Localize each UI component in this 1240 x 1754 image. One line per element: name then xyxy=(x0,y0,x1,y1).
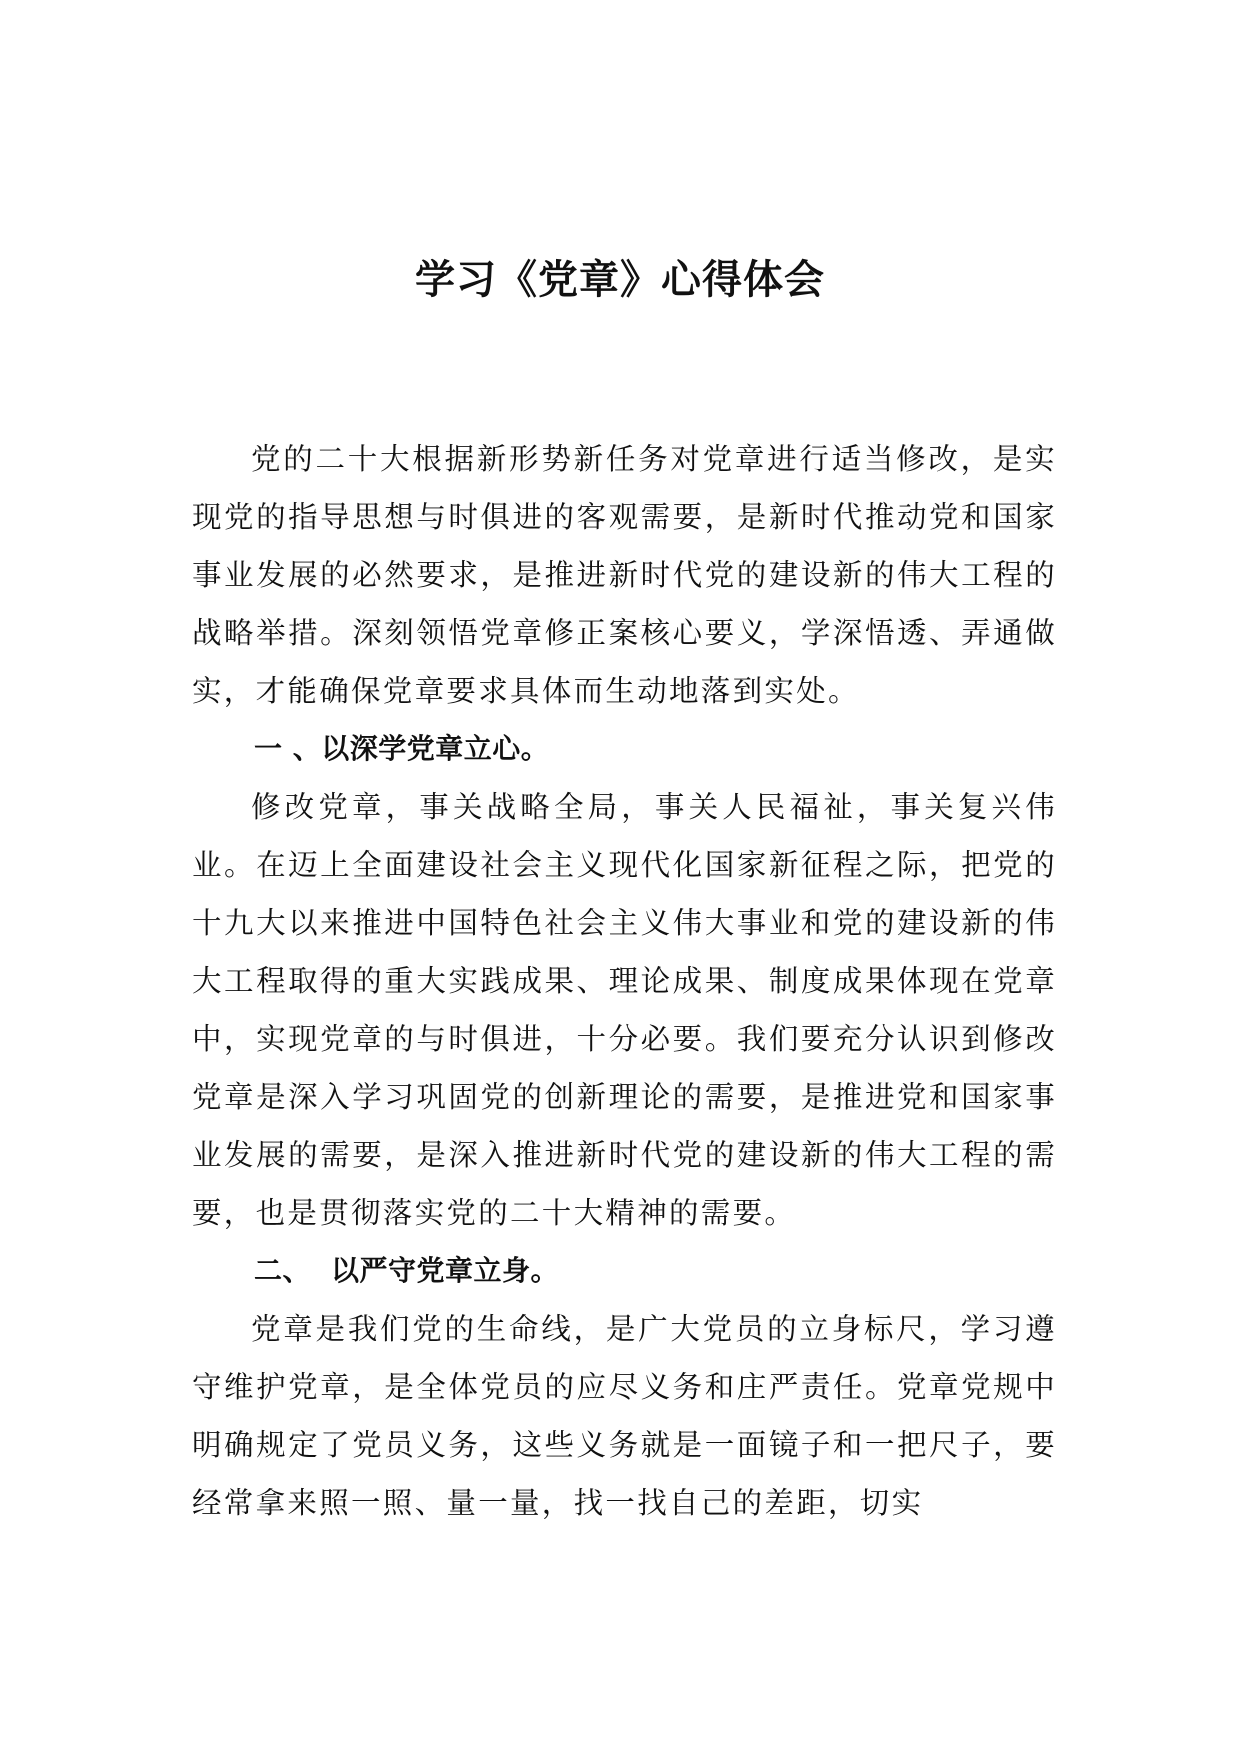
section-title-2: 以严守党章立身。 xyxy=(331,1254,560,1287)
section-number-1: 一 、 xyxy=(254,732,322,765)
section-paragraph-1: 修改党章，事关战略全局，事关人民福祉，事关复兴伟业。在迈上全面建设社会主义现代化国家新征程之际，把党的十九大以来推进中国特色社会主义伟大事业和党的建设新的伟大工程取得的重大实践成果、理论成果、制度成果体现在党章中，实现党章的与时俱进，十分必要。我们要充分认识到修改党章是深入学习巩固党的创新理论的需要，是推进党和国家事业发展的需要，是深入推进新时代党的建设新的伟大工程的需要，也是贯彻落实党的二十大精神的需要。 xyxy=(192,790,1057,1230)
section-paragraph-2: 党章是我们党的生命线，是广大党员的立身标尺，学习遵守维护党章，是全体党员的应尽义务和庄严责任。党章党规中明确规定了党员义务，这些义务就是一面镜子和一把尺子，要经常拿来照一照、量一量，找一找自己的差距，切实 xyxy=(192,1312,1057,1520)
document-body xyxy=(192,430,1057,1532)
section-heading-1 xyxy=(192,720,1057,778)
intro-paragraph: 党的二十大根据新形势新任务对党章进行适当修改，是实现党的指导思想与时俱进的客观需要，是新时代推动党和国家事业发展的必然要求，是推进新时代党的建设新的伟大工程的战略举措。深刻领悟党章修正案核心要义，学深悟透、弄通做实，才能确保党章要求具体而生动地落到实处。 xyxy=(192,442,1057,708)
section-number-2: 二、 xyxy=(254,1254,312,1287)
section-heading-2 xyxy=(192,1242,1057,1300)
section-title-1: 以深学党章立心。 xyxy=(321,732,550,765)
document-title: 学习《党章》心得体会 xyxy=(415,257,825,303)
